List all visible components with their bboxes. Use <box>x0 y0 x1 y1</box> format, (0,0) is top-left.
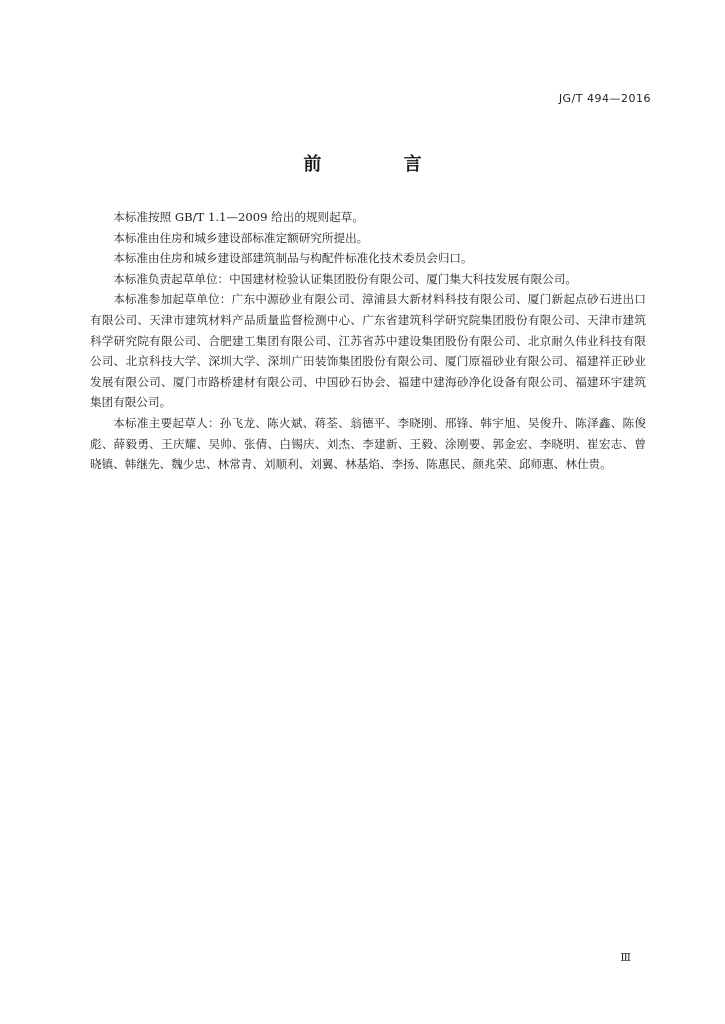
foreword-body <box>90 207 646 475</box>
paragraph-lead-drafters: 本标准负责起草单位：中国建材检验认证集团股份有限公司、厦门集大科技发展有限公司。 <box>113 271 577 286</box>
standard-code-header: JG/T 494—2016 <box>558 92 651 105</box>
paragraph-participating-units: 本标准参加起草单位：广东中源砂业有限公司、漳浦县大新材料科技有限公司、厦门新起点砂石进出口有限公司、天津市建筑材料产品质量监督检测中心、广东省建筑科学研究院集团股份有限公司、天津市建筑科学研究院有限公司、合肥建工集团有限公司、江苏省苏中建设集团股份有限公司、北京耐久伟业科技有限公司、北京科技大学、深圳大学、深圳广田装饰集团股份有限公司、厦门原福砂业有限公司、福建祥正砂业发展有限公司、厦门市路桥建材有限公司、中国砂石协会、福建中建海砂净化设备有限公司、福建环宇建筑集团有限公司。 <box>90 292 646 410</box>
paragraph-main-drafters: 本标准主要起草人：孙飞龙、陈火斌、蒋荃、翁德平、李晓刚、邢锋、韩宇旭、吴俊升、陈泽鑫、陈俊彪、薛毅勇、王庆耀、吴帅、张倩、白锡庆、刘杰、李建新、王毅、涂刚要、郭金宏、李晓明、崔宏志、曾晓镇、韩继先、魏少忠、林常青、刘顺利、刘翼、林基焰、李扬、陈惠民、颜兆荣、邱师惠、林仕贵。 <box>90 415 646 472</box>
page-number: Ⅲ <box>620 951 631 964</box>
paragraph-drafting-rules: 本标准按照 GB/T 1.1—2009 给出的规则起草。 <box>113 210 364 224</box>
paragraph-administrator: 本标准由住房和城乡建设部建筑制品与构配件标准化技术委员会归口。 <box>113 251 473 266</box>
paragraph-proposer: 本标准由住房和城乡建设部标准定额研究所提出。 <box>113 230 369 245</box>
page-title: 前 言 <box>303 154 460 175</box>
